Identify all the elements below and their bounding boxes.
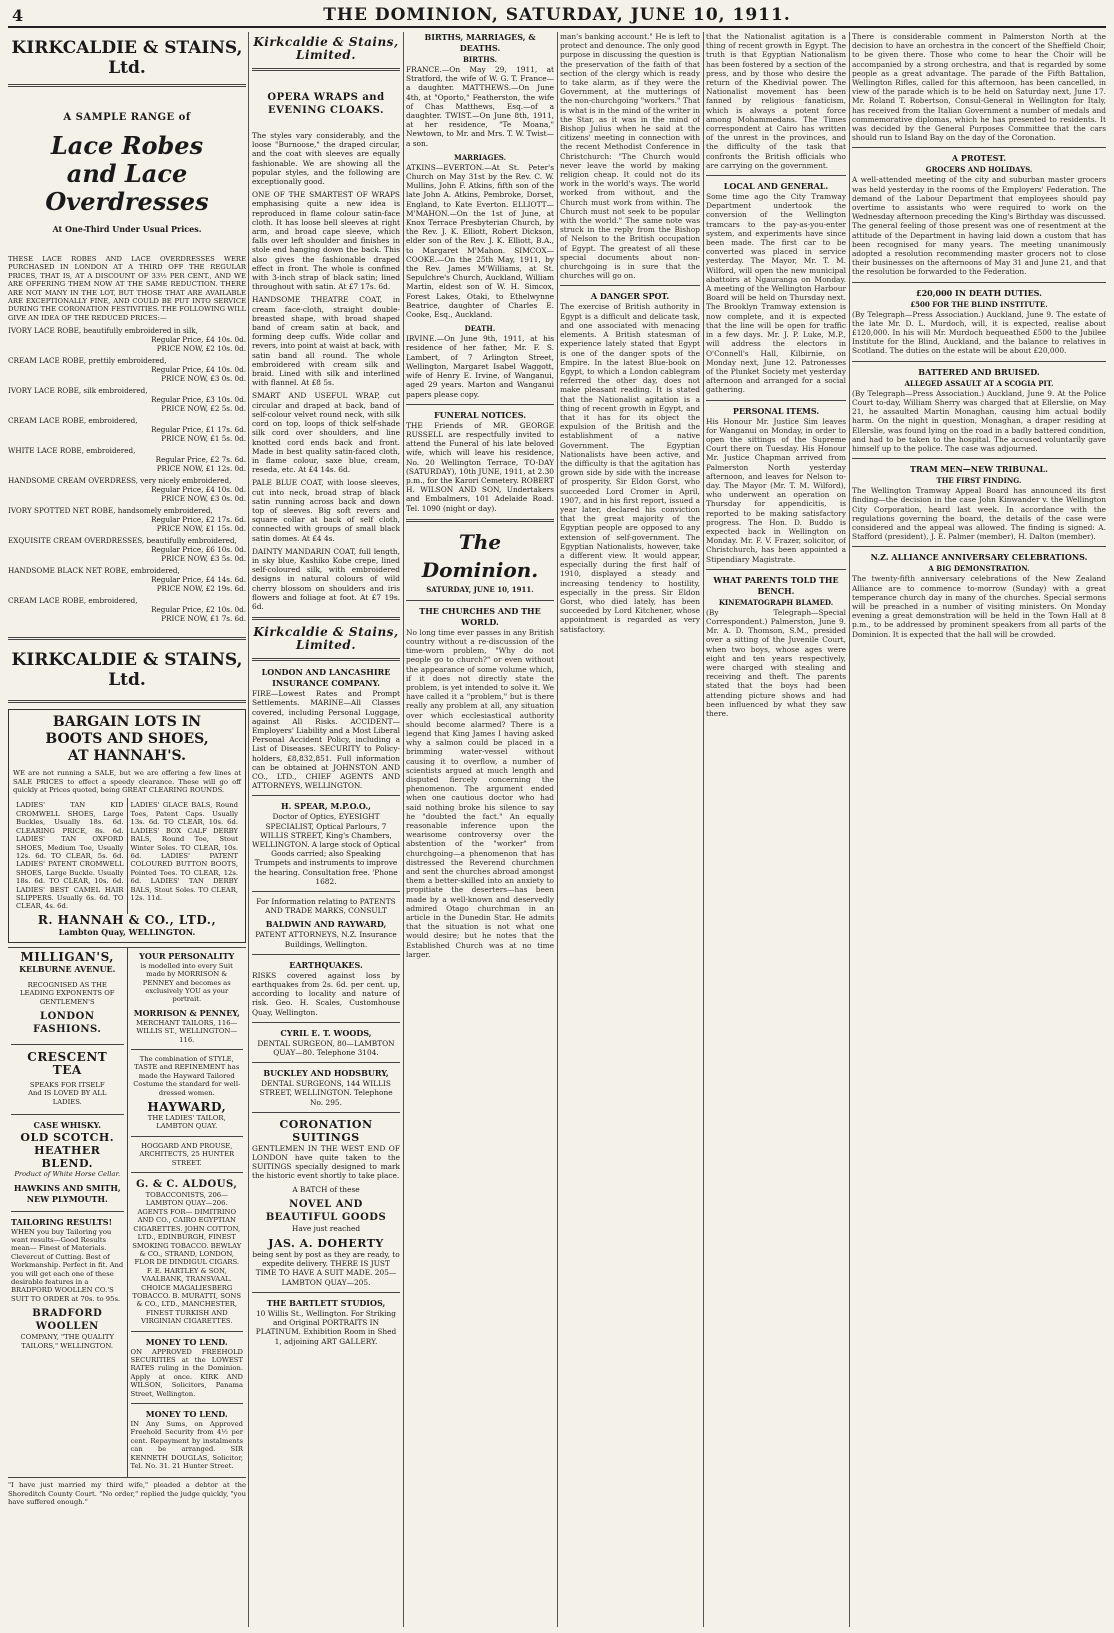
price-item: [8, 356, 246, 383]
divider: [252, 1292, 400, 1293]
money-lend-heading: MONEY TO LEND.: [145, 1336, 228, 1347]
item-name: CREAM LACE ROBE, embroidered,: [8, 596, 138, 606]
milligan-address: KELBURNE AVENUE.: [19, 963, 116, 974]
local-general-text: Some time ago the City Tramway Department undertook the conversion of the Wellington tramcars to the pay-as-you-enter system, and experiments have since been made. The first car to be converted was placed in service yesterday. The Mayor, Mr. T. M. Wilford, will open the new municipal abattoirs at Ngauranga on Monday. A meeting of the Wellington Harbour Board will be held on Thursday next. The Brooklyn Tramway extension is now complete, and it is expected that the line will be open for traffic in a few days. Mr. J. P. Luke, M.P., will address the electors in O'Connell's Hall, Kilbirnie, on Monday next, June 12. Patronesses of the Plunket Society met yesterday afternoon and arranged for a social gathering.: [706, 192, 846, 395]
tailoring-heading: TAILORING RESULTS!: [11, 1216, 113, 1227]
london-lancashire-text: FIRE—Lowest Rates and Prompt Settlements. MARINE—All Classes covered, including Personal Luggage, against All Risks. ACCIDENT—Employers' Liability and a Most Liberal Personal Accident Policy, including a List of Diseases. SECURITY to Policy-holders, £8,832,851. Full information can be obtained at JOHNSTON AND CO., LTD., CHIEF AGENTS AND ATTORNEYS, WELLINGTON.: [252, 689, 400, 791]
divider: [852, 147, 1106, 148]
newspaper-title: THE DOMINION, SATURDAY, JUNE 10, 1911.: [323, 5, 791, 25]
births-text: FRANCE.—On May 29, 1911, at Stratford, the wife of W. G. T. France—a daughter. MATTHEWS.—On June 4th, at "Oporto," Featherston, the wife of Chas Matthews, Esq.—of a daughter. TWIST.—On June 8th, 1911, at her residence, "Te Moana," Newtown, to Mr. and Mrs. T. W. Twist—a son.: [406, 65, 554, 148]
spear-name: H. SPEAR, M.P.O.O.,: [281, 801, 371, 812]
divider: [406, 600, 554, 601]
danger-spot-text: The exercise of British authority in Egypt is a difficult and delicate task, and one associated with menacing elements. A British statesman of experience lately stated that Egypt is one of the danger spots of the Empire. In the latest Blue-book on Egypt, to which a London cablegram referred the other day, does not make pleasant reading. It is stated that the Nationalist agitation is a thing of recent growth in Egypt, and that it has for its object the expulsion of the British and the establishment of a native Government. The Egyptian Nationalists have been active, and the difficulty is that the agitation has grown side by side with the increase of prosperity. Sir Eldon Gorst, who succeeded Lord Cromer in April, 1907, and in his first report, issued a year later, declared his conviction that the great majority of the Egyptian people are opposed to any extension of self-government. The Egyptian Nationalists, however, take a different view. It would appear, especially during the first half of 1910, displayed a steady and increasing tendency to hostility, especially in the press. Sir Eldon Gorst, who died lately, has been succeeded by Lord Kitchener, whose appointment is regarded as very satisfactory.: [560, 302, 700, 634]
hayward-address: THE LADIES' TAILOR, LAMBTON QUAY.: [147, 1114, 226, 1131]
personality-heading: YOUR PERSONALITY: [139, 950, 235, 961]
now-price: PRICE NOW, £3 5s. 0d.: [161, 554, 246, 564]
ads-row-1: [8, 947, 246, 1478]
money-lend-text-2: IN Any Sums, on Approved Freehold Security from 4½ per cent. Repayment by instalments can be arranged. SIR KENNETH DOUGLAS, Solicitor, Tel. No. 31. 21 Hunter Street.: [130, 1420, 243, 1471]
wrap-2: HANDSOME THEATRE COAT, in cream face-cloth, straight double-breasted shape, with broad shaped band of cream satin at back, and forming deep cuffs. Wide collar and revers, into point at waist at back, with satin band all round. The whole embroidered with cream silk and braid. Lined with silk and interlined with flannel. At £8 5s.: [252, 295, 400, 388]
regular-price: Regular Price, £4 14s. 6d.: [151, 575, 246, 585]
funeral-heading: FUNERAL NOTICES.: [433, 409, 527, 420]
divider: [252, 68, 400, 71]
alliance-subheading: A BIG DEMONSTRATION.: [928, 564, 1030, 574]
column-rule: [849, 32, 850, 1627]
divider: [406, 404, 554, 405]
regular-price: Regular Price, £3 10s. 0d.: [151, 395, 246, 405]
divider: [852, 458, 1106, 459]
divider: [252, 891, 400, 892]
hayward-intro: The combination of STYLE, TASTE and REFINEMENT has made the Hayward Tailored Costume the standard for well-dressed women.: [133, 1055, 241, 1097]
milligan-name: MILLIGAN'S,: [20, 949, 114, 964]
patents-text: PATENT ATTORNEYS, N.Z. Insurance Buildings, Wellington.: [255, 930, 397, 949]
divider: [706, 400, 846, 401]
column-2: [252, 32, 400, 1627]
tram-subheading: THE FIRST FINDING.: [936, 476, 1022, 486]
column-3: [406, 32, 554, 1627]
morrison-name: MORRISON & PENNEY,: [133, 1007, 240, 1018]
bargain-heading: BARGAIN LOTS IN BOOTS AND SHOES, AT HANNAH'S.: [45, 714, 209, 765]
now-price: PRICE NOW, £2 19s. 6d.: [156, 584, 246, 594]
divider: [852, 282, 1106, 283]
column-rule: [703, 32, 704, 1627]
leader-continued: man's banking account." He is left to protect and denounce. The only good purpose in discussing the question is the preservation of the faith of that section of the clergy which is ready to take alarm, as if they were the Government, at the mutterings of the non-churchgoing "workers." That is what is in the mind of the writer in the Star, as it was in the mind of Bishop Julius when he said at the citizens' meeting in connection with the recent Methodist Conference in Christchurch: "The Church would never leave the world by making religion cheap. It could not do its work in the world's ways. The world worked from without, and the Church must work from within. The Church must not seek to be popular with the world." The same note was struck in the reply from the Bishop of Nelson to the British occupation of Egypt. The greatest of all these special documents about non-churchgoing is in sure that the churches will go on.: [560, 32, 700, 281]
price-item: [8, 326, 246, 353]
divider: [852, 361, 1106, 362]
price-item: [8, 446, 246, 473]
regular-price: Regular Price, £4 10s. 0d.: [151, 335, 246, 345]
morrison-address: MERCHANT TAILORS, 116—WILLIS ST., WELLINGTON—116.: [136, 1018, 238, 1044]
masthead: [8, 4, 1106, 28]
whisky-name: OLD SCOTCH. HEATHER BLEND.: [20, 1131, 115, 1171]
divider: [131, 1136, 244, 1137]
divider: [252, 795, 400, 796]
death-heading: DEATH.: [464, 324, 496, 334]
lace-robes-heading: Lace Robes and Lace Overdresses: [45, 131, 209, 216]
item-name: IVORY LACE ROBE, silk embroidered,: [8, 386, 148, 396]
price-item: [8, 596, 246, 623]
divider: [131, 1172, 244, 1173]
leader-heading: THE CHURCHES AND THE WORLD.: [419, 605, 541, 627]
divider: [406, 519, 554, 522]
divider: [8, 637, 246, 640]
bargain-right-list: LADIES' GLACE BALS, Round Toes, Patent Caps. Usually 13s. 6d. TO CLEAR, 10s. 6d. LADIES' BOX CALF DERBY BALS, Round Toe, Stout Winter Soles. TO CLEAR, 10s. 6d. LADIES' PATENT COLOURED BUTTON BOOTS, Pointed Toes. TO CLEAR, 12s. 6d. LADIES' TAN DERBY BALS, Stout Soles. TO CLEAR, 12s. 11d.: [127, 798, 242, 913]
personality-text: is modelled into every Suit made by MORRISON & PENNEY and becomes as exclusively YOU as your portrait.: [140, 961, 233, 1004]
opera-intro: The styles vary considerably, and the loose "Burnoose," the draped circular, and the coat with sleeves are equally fashionable. We are showing all the popular styles, and the following are exceptionally good.: [252, 131, 400, 187]
price-item: [8, 566, 246, 593]
earthquakes-text: RISKS covered against loss by earthquakes from 2s. 6d. per cent. up, according to locality and nature of risk. Geo. H. Scales, Customhouse Quay, Wellington.: [252, 970, 400, 1017]
kirkcaldie-ad-title-2: KIRKCALDIE & STAINS, Ltd.: [11, 650, 243, 691]
bargain-left-list: LADIES' TAN KID CROMWELL SHOES, Large Buckles, Usually 18s. 6d. CLEARING PRICE, 8s. 6d. LADIES' TAN OXFORD SHOES, Medium Toe, Usually 12s. 6d. TO CLEAR, 5s. 6d. LADIES' PATENT CROMWELL SHOES, Large Buckle. Usually 18s. 6d. TO CLEAR, 10s. 6d. LADIES' BEST CAMEL HAIR SLIPPERS. Usually 6s. 6d. TO CLEAR, 4s. 6d.: [16, 801, 124, 911]
divider: [252, 1062, 400, 1063]
divider: [11, 1114, 124, 1115]
regular-price: Regular Price, £2 10s. 0d.: [151, 605, 246, 615]
column-4: [560, 32, 700, 1627]
whisky-sub: Product of White Horse Cellar.: [14, 1170, 121, 1179]
tram-text: The Wellington Tramway Appeal Board has announced its first finding—the decision in the case John Kinwander v. the Wellington City Corporation, heard last week. In accordance with the regulations governing the board, the details of the case were considered and the appeal was allowed. The finding is signed: A. Stafford (president), J. E. Palmer (member), H. Dalton (member).: [852, 486, 1106, 542]
now-price: PRICE NOW, £1 5s. 0d.: [161, 434, 246, 444]
now-price: PRICE NOW, £2 10s. 0d.: [156, 344, 246, 354]
now-price: PRICE NOW, £3 0s. 0d.: [161, 374, 246, 384]
battered-subheading: ALLEGED ASSAULT AT A SCOGIA PIT.: [904, 378, 1054, 388]
births-heading: BIRTHS.: [463, 55, 497, 64]
regular-price: Regular Price, £4 10s. 0d.: [151, 485, 246, 495]
crescent-name: CRESCENT TEA: [27, 1049, 108, 1077]
kirkcaldie-ad-title-2: Kirkcaldie & Stains, Limited.: [253, 625, 399, 653]
london-lancashire-heading: LONDON AND LANCASHIRE INSURANCE COMPANY.: [261, 667, 391, 689]
bmd-heading: BIRTHS, MARRIAGES, & DEATHS.: [424, 32, 536, 53]
danger-spot-heading: A DANGER SPOT.: [590, 291, 670, 302]
now-price: PRICE NOW, £1 15s. 0d.: [156, 524, 246, 534]
divider: [131, 1331, 244, 1332]
now-price: PRICE NOW, £1 12s. 0d.: [156, 464, 246, 474]
divider: [8, 700, 246, 703]
palmerston-text: There is considerable comment in Palmerston North at the decision to have an orchestra in the concert of the Sheffield Choir, to be given there. Those who come to hear the Choir will be accompanied by a strong orchestra, and that is regarded by some people as a great advantage. The parade of the Fifth Battalion, Wellington Rifles, called for this afternoon, has been cancelled, in view of the parade which is to be held on Saturday next, June 17. Mr. Roland T. Robertson, Consul-General in Wellington for Italy, has received from the Italian Government a number of medals and commemorative diplomas, which he has presented to residents. It was decided by the General Purposes Committee that the cars should run to Island Bay on the day of the Coronation.: [852, 32, 1106, 143]
price-item: [8, 506, 246, 533]
hayward-name: HAYWARD,: [147, 1100, 227, 1115]
wrap-5: DAINTY MANDARIN COAT, full length, in sky blue, Kashiko Kobe crepe, lined self-coloured silk, with embroidered designs in natural colours of wild cherry blossom on shoulders and iris flowers and foliage at foot. At £7 19s. 6d.: [252, 546, 400, 611]
bartlett-name: THE BARTLETT STUDIOS,: [266, 1297, 386, 1308]
doherty-name: JAS. A. DOHERTY: [268, 1237, 384, 1251]
divider: [560, 285, 700, 286]
sample-range-heading: A SAMPLE RANGE of: [63, 112, 191, 123]
divider: [11, 1044, 124, 1045]
bradford-name: BRADFORD WOOLLEN: [32, 1308, 103, 1333]
divider: [252, 954, 400, 955]
woods-name: CYRIL E. T. WOODS,: [280, 1027, 372, 1038]
protest-heading: A PROTEST.: [951, 153, 1007, 164]
aldous-text: TOBACCONISTS, 206—LAMBTON QUAY—206. AGENTS FOR— DIMITRINO AND CO., CAIRO EGYPTIAN CIGARETTES. JOHN COTTON, LTD., EDINBURGH, FINEST SMOKING TOBACCO. BEWLAY & CO., STRAND, LONDON, FLOR DE DINDIGUL CIGARS. F. E. HARTLEY & SON, VAALBANK, TRANSVAAL. CHOICE MAGALIESBERG TOBACCO. B. MURATTI, SONS & CO., LTD., MANCHESTER, FINEST TURKISH AND VIRGINIAN CIGARETTES.: [132, 1191, 242, 1326]
item-name: HANDSOME BLACK NET ROBE, embroidered,: [8, 566, 180, 576]
divider: [706, 175, 846, 176]
divider: [131, 1403, 244, 1404]
local-general-heading: LOCAL AND GENERAL.: [723, 181, 829, 192]
price-item: [8, 536, 246, 563]
whisky-label: CASE WHISKY.: [33, 1120, 101, 1131]
spear-text: Doctor of Optics, EYESIGHT SPECIALIST, Optical Parlours, 7 WILLIS STREET, King's Chambers, WELLINGTON. A large stock of Optical Goods carried; also Speaking Trumpets and instruments to improve the hearing. Consultation free. 'Phone 1682.: [252, 812, 400, 886]
milligan-text: RECOGNISED AS THE LEADING EXPONENTS OF GENTLEMEN'S: [20, 980, 115, 1006]
buckley-name: BUCKLEY AND HODSBURY,: [263, 1068, 389, 1079]
item-name: IVORY SPOTTED NET ROBE, handsomely embroidered,: [8, 506, 213, 516]
death-duties-heading: £20,000 IN DEATH DUTIES.: [916, 287, 1042, 298]
paper-date: SATURDAY, JUNE 10, 1911.: [426, 584, 534, 594]
tailoring-text: WHEN you buy Tailoring you want results—Good Results mean— Finest of Materials. Clevercut of Cutting. Best of Workmanship. Perfect in fit. And you will get each one of these desirable features in a BRADFORD WOOLLEN CO.'S SUIT TO ORDER at 70s. to 95s.: [11, 1227, 124, 1303]
page-number: 4: [12, 6, 24, 25]
crescent-text: SPEAKS FOR ITSELF And IS LOVED BY ALL LADIES.: [28, 1080, 107, 1106]
batch-text: A BATCH of these: [292, 1184, 360, 1194]
bradford-sub: COMPANY, "THE QUALITY TAILORS," WELLINGTON.: [20, 1333, 114, 1350]
column-6: [852, 32, 1106, 1627]
milligan-fashions: LONDON FASHIONS.: [33, 1010, 102, 1035]
woods-text: DENTAL SURGEON, 80—LAMBTON QUAY—80. Telephone 3104.: [257, 1038, 395, 1058]
aldous-name: G. & C. ALDOUS,: [136, 1179, 238, 1191]
now-price: PRICE NOW, £1 7s. 6d.: [161, 614, 246, 624]
price-item: [8, 416, 246, 443]
price-list: [8, 326, 246, 623]
funeral-text: THE Friends of MR. GEORGE RUSSELL are respectfully invited to attend the Funeral of his late beloved wife, which will leave his residence, No. 20 Wellington Terrace, TO-DAY (SATURDAY), 10th JUNE, 1911, at 2.30 p.m., for the Karori Cemetery. ROBERT H. WILSON AND SON, Undertakers and Embalmers, 101 Adelaide Road. Tel. 1090 (night or day).: [406, 420, 554, 513]
column-5: [706, 32, 846, 1627]
column-rule: [557, 32, 558, 1627]
column-1: [8, 32, 246, 1627]
kinematograph-subheading: KINEMATOGRAPH BLAMED.: [718, 597, 834, 607]
divider: [706, 569, 846, 570]
kirkcaldie-ad-title: Kirkcaldie & Stains, Limited.: [253, 35, 399, 62]
paper-nameplate: The Dominion.: [421, 529, 539, 582]
money-lend-heading-2: MONEY TO LEND.: [145, 1409, 228, 1419]
divider: [11, 1211, 124, 1212]
just-reached: Have just reached: [291, 1223, 361, 1233]
wrap-3: SMART AND USEFUL WRAP, cut circular and draped at back, band of self-colour velvet round neck, with silk cord on top, loops of thick self-shade silk cord over shoulders, and line knotted cord ends back and front. Made in best quality satin-faced cloth, in flame colour, saxe blue, cream, reseda, etc. At £4 14s. 6d.: [252, 391, 400, 475]
item-name: IVORY LACE ROBE, beautifully embroidered in silk,: [8, 326, 198, 336]
earthquakes-heading: EARTHQUAKES.: [289, 959, 363, 970]
death-duties-text: (By Telegraph—Press Association.) Auckland, June 9. The estate of the late Mr. D. L. Murdoch, will, it is expected, realise about £120,000. In his will Mr. Murdoch bequeathed £500 to the Jubilee Institute for the Blind, Auckland, and the balance to relatives in Scotland. The duties on the estate will be about £20,000.: [852, 309, 1106, 356]
divider: [252, 1112, 400, 1113]
coronation-heading: CORONATION SUITINGS: [279, 1117, 373, 1144]
death-duties-subheading: £500 FOR THE BLIND INSTITUTE.: [910, 299, 1048, 309]
hannah-ad: [8, 709, 246, 943]
price-item: [8, 386, 246, 413]
buckley-text: DENTAL SURGEONS, 144 WILLIS STREET, WELLINGTON. Telephone No. 295.: [259, 1079, 393, 1107]
divider: [252, 1022, 400, 1023]
right-ads: [127, 948, 247, 1478]
one-third-heading: At One-Third Under Usual Prices.: [52, 224, 202, 234]
wrap-1: ONE OF THE SMARTEST OF WRAPS emphasising quite a new idea is reproduced in flame colour satin-face cloth. It has loose bell sleeves at right arm, and broad cape sleeve, which falls over left shoulder and finishes in stole end hanging down the back. This also gives the fashionable draped effect in front. The whole is confined with 3-inch strap of black satin; lined throughout with satin. At £7 17s. 6d.: [252, 190, 400, 292]
hannah-name: R. HANNAH & CO., LTD.,: [37, 912, 217, 927]
anecdote: "I have just married my third wife," pleaded a debtor at the Shoreditch County Court. "No order," replied the judge quickly, "you have suffered enough.": [8, 1477, 246, 1506]
protest-text: A well-attended meeting of the city and suburban master grocers was held yesterday in the rooms of the Employers' Federation. The demand of the Labour Department that employees should pay overtime to assistants who were required to work on the Wednesday afternoon preceding the King's Birthday was discussed. The general feeling of those present was one of resentment at the attitude of the Department in having laid down a custom that has been recognised for many years. The meeting unanimously adopted a resolution recommending master grocers not to close their businesses on the afternoons of May 31 and June 21, and that the resolution be forwarded to the Federation.: [852, 175, 1106, 277]
bargain-text: WE are not running a SALE, but we are offering a few lines at SALE PRICES to effect a speedy clearance. These will go off quickly at Prices quoted, being GREAT CLEARING ROUNDS.: [13, 769, 241, 795]
lace-intro: THESE LACE ROBES AND LACE OVERDRESSES WERE PURCHASED IN LONDON AT A THIRD OFF THE REGULAR PRICES, THAT IS, AT A DISCOUNT OF 33½ PER CENT., AND WE ARE OFFERING THEM NOW AT THE SAME REDUCTION. THERE ARE NOT MANY IN THE LOT, BUT THOSE THAT ARE AVAILABLE ARE EXCEPTIONALLY FINE, AND COULD BE PUT INTO SERVICE DURING THE CORONATION FESTIVITIES. THE FOLLOWING WILL GIVE AN IDEA OF THE REDUCED PRICES:—: [8, 255, 246, 322]
divider: [131, 1049, 244, 1050]
leader-text: No long time ever passes in any British country without a re-discussion of the time-worn problem, "Why do not people go to church?" or even without the appearance of some volume which, if it does not directly state the problem, is yet intended to solve it. We have called it a "problem," but is there really any problem at all, any situation over which ecclesiastical authority should become alarmed? There is a legend that King James I having asked why a salmon could be placed in a brimming water-vessel without causing it to overflow, a number of scientists argued at much length and disputed fiercely concerning the phenomenon. The argument ended when one cautious doctor who had said nothing broke his silence to say he "doubted the fact." An equally reasonable inference upon the wearisome controversy over the abstention of the "worker" from churchgoing—a phenomenon that has distressed the Reverend churchmen and sent the churches abroad amongst them a better-skilled into an anxiety to propitiate the deserters—has been made by a well-known and deservedly admired Otago churchman in an article in the Dunedin Star. He admits that the situation is not what one would desire; but he notes that the Established Church was at no time larger.: [406, 627, 554, 959]
opera-heading: OPERA WRAPS and EVENING CLOAKS.: [267, 92, 385, 116]
money-lend-text: ON APPROVED FREEHOLD SECURITIES at the LOWEST RATES ruling in the Dominion. Apply at once. KIRK AND WILSON, Solicitors, Panama Street, Wellington.: [130, 1347, 243, 1398]
marriages-text: ATKINS—EVERTON.—At St. Peter's Church on May 31st by the Rev. C. W. Mullins, John F. Atkins, fifth son of the late John A. Atkins, Pembroke, Dorset, England, to Kate Everton. ELLIOTT—M'MAHON.—On the 1st of June, at Knox Terrace Presbyterian Church, by the Rev. J. K. Elliott, Robert Dickson, elder son of the Rev. J. K. Elliott, B.A., to Margaret M'Mahon. SIMCOX—COOKE.—On the 25th May, 1911, by the Rev. James M'Williams, at St. Sepulchre's Church, Auckland, William Martin, eldest son of W. H. Simcox, Forest Lakes, Otaki, to Ethelwynne Beatrice, daughter of Charles E. Cooke, Esq., Auckland.: [406, 162, 554, 320]
egypt-continued: that the Nationalist agitation is a thing of recent growth in Egypt. The truth is that Egyptian Nationalism has been fostered by a section of the press, and by those who desire the return of the Khedivial power. The Nationalist movement has been fanned by religious fanaticism, which is always a potent force among Mohammedans. The Times correspondent at Cairo has written of the unrest in the provinces, and the difficulty of the task that confronts the British officials who are carrying on the government.: [706, 32, 846, 170]
item-name: HANDSOME CREAM OVERDRESS, very nicely embroidered,: [8, 476, 232, 486]
divider: [252, 617, 400, 620]
patents-name: BALDWIN AND RAYWARD,: [265, 919, 387, 930]
kirkcaldie-ad-title: KIRKCALDIE & STAINS, Ltd.: [11, 38, 243, 78]
protest-subheading: GROCERS AND HOLIDAYS.: [925, 165, 1033, 175]
death-text: IRVINE.—On June 9th, 1911, at his residence of her father, Mr. F. S. Lambert, of 7 Arlington Street, Wellington, Margaret Isabel Waggott, wife of Henry E. Irvine, of Wanganui, aged 29 years. Marton and Wanganui papers please copy.: [406, 334, 554, 399]
tram-heading: TRAM MEN—NEW TRIBUNAL.: [910, 464, 1048, 475]
item-name: EXQUISITE CREAM OVERDRESSES, beautifully embroidered,: [8, 536, 237, 546]
bargain-lists: [13, 798, 241, 913]
battered-heading: BATTERED AND BRUISED.: [918, 366, 1040, 377]
doherty-text: being sent by post as they are ready, to expedite delivery. THERE IS JUST TIME TO HAVE A SUIT MADE. 205—LAMBTON QUAY—205.: [252, 1250, 400, 1287]
regular-price: Regular Price, £4 10s. 0d.: [151, 365, 246, 375]
personal-items-text: His Honour Mr. Justice Sim leaves for Wanganui on Monday, in order to open the sittings of the Supreme Court there on Tuesday. His Honour Mr. Justice Chapman arrived from Palmerston North yesterday afternoon, and leaves for Nelson to-day. The Mayor (Mr. T. M. Wilford), who underwent an operation on Thursday for appendicitis, is reported to be making satisfactory progress. The Hon. D. Buddo is expected back in Wellington on Monday. Mr. F. V. Frazer, solicitor, of Christchurch, has been appointed a Stipendiary Magistrate.: [706, 416, 846, 564]
marriages-heading: MARRIAGES.: [453, 152, 507, 162]
now-price: PRICE NOW, £2 5s. 0d.: [161, 404, 246, 414]
item-name: WHITE LACE ROBE, embroidered,: [8, 446, 136, 456]
novel-heading: NOVEL AND BEAUTIFUL GOODS: [265, 1198, 387, 1223]
column-rule: [248, 32, 249, 1627]
alliance-heading: N.Z. ALLIANCE ANNIVERSARY CELEBRATIONS.: [870, 552, 1088, 563]
divider: [852, 546, 1106, 547]
kinematograph-text: (By Telegraph—Special Correspondent.) Palmerston, June 9. Mr. A. D. Thomson, S.M., presided over a sitting of the Juvenile Court, when two boys, whose ages were eight and ten years respectively, were charged with stealing and receiving and theft. The parents stated that the boys had been attending picture shows and had been influenced by what they saw there.: [706, 607, 846, 718]
item-name: CREAM LACE ROBE, embroidered,: [8, 416, 138, 426]
price-item: [8, 476, 246, 503]
regular-price: Regular Price, £2 17s. 6d.: [151, 515, 246, 525]
bartlett-text: 10 Willis St., Wellington. For Striking and Original PORTRAITS IN PLATINUM. Exhibition Room in Shed 1, adjoining ART GALLERY.: [255, 1308, 397, 1346]
hannah-address: Lambton Quay, WELLINGTON.: [58, 926, 196, 937]
regular-price: Regular Price, £2 7s. 6d.: [155, 455, 246, 465]
coronation-text: GENTLEMEN IN THE WEST END OF LONDON have quite taken to the SUITINGS specially designed to mark the historic event shortly to take place.: [252, 1143, 400, 1181]
personal-items-heading: PERSONAL ITEMS.: [732, 405, 820, 416]
wrap-4: PALE BLUE COAT, with loose sleeves, cut into neck, broad strap of black satin running across back and down top of sleeves. Big soft revers and square collar at back of self cloth, connected with groups of small black satin domes. At £4 4s.: [252, 478, 400, 543]
divider: [8, 84, 246, 87]
battered-text: (By Telegraph—Press Association.) Auckland, June 9. At the Police Court to-day, William Sherry was charged that at Ellerslie, on May 21, he assaulted Martin Monaghan, causing him actual bodily harm. On the night in question, Monaghan, a draper residing at Ellerslie, was found lying on the road in a badly battered condition, and had to be taken to the hospital. The accused voluntarily gave himself up to the police. The case was adjourned.: [852, 388, 1106, 453]
hawkins-smith: HAWKINS AND SMITH, NEW PLYMOUTH.: [13, 1182, 121, 1204]
alliance-text: The twenty-fifth anniversary celebrations of the New Zealand Alliance are to commence to-morrow (Sunday) with a great temperance church day in many of the churches. Special sermons will be preached in a number of visiting ministers. On Monday evening a great demonstration will be held in the Town Hall at 8 p.m., to be addressed by prominent speakers from all parts of the Dominion. It is expected that the hall will be crowded.: [852, 574, 1106, 639]
item-name: CREAM LACE ROBE, prettily embroidered,: [8, 356, 167, 366]
regular-price: Regular Price, £1 17s. 6d.: [151, 425, 246, 435]
regular-price: Regular Price, £6 10s. 0d.: [151, 545, 246, 555]
divider: [252, 658, 400, 661]
parents-bench-heading: WHAT PARENTS TOLD THE BENCH.: [713, 574, 839, 596]
now-price: PRICE NOW, £3 0s. 0d.: [161, 494, 246, 504]
hoggard-prouse: HOGGARD AND PROUSE, ARCHITECTS, 25 HUNTER STREET.: [139, 1141, 235, 1167]
milligan-ad: [8, 948, 127, 1478]
patents-intro: For Information relating to PATENTS AND TRADE MARKS, CONSULT: [256, 897, 396, 916]
column-rule: [403, 32, 404, 1627]
